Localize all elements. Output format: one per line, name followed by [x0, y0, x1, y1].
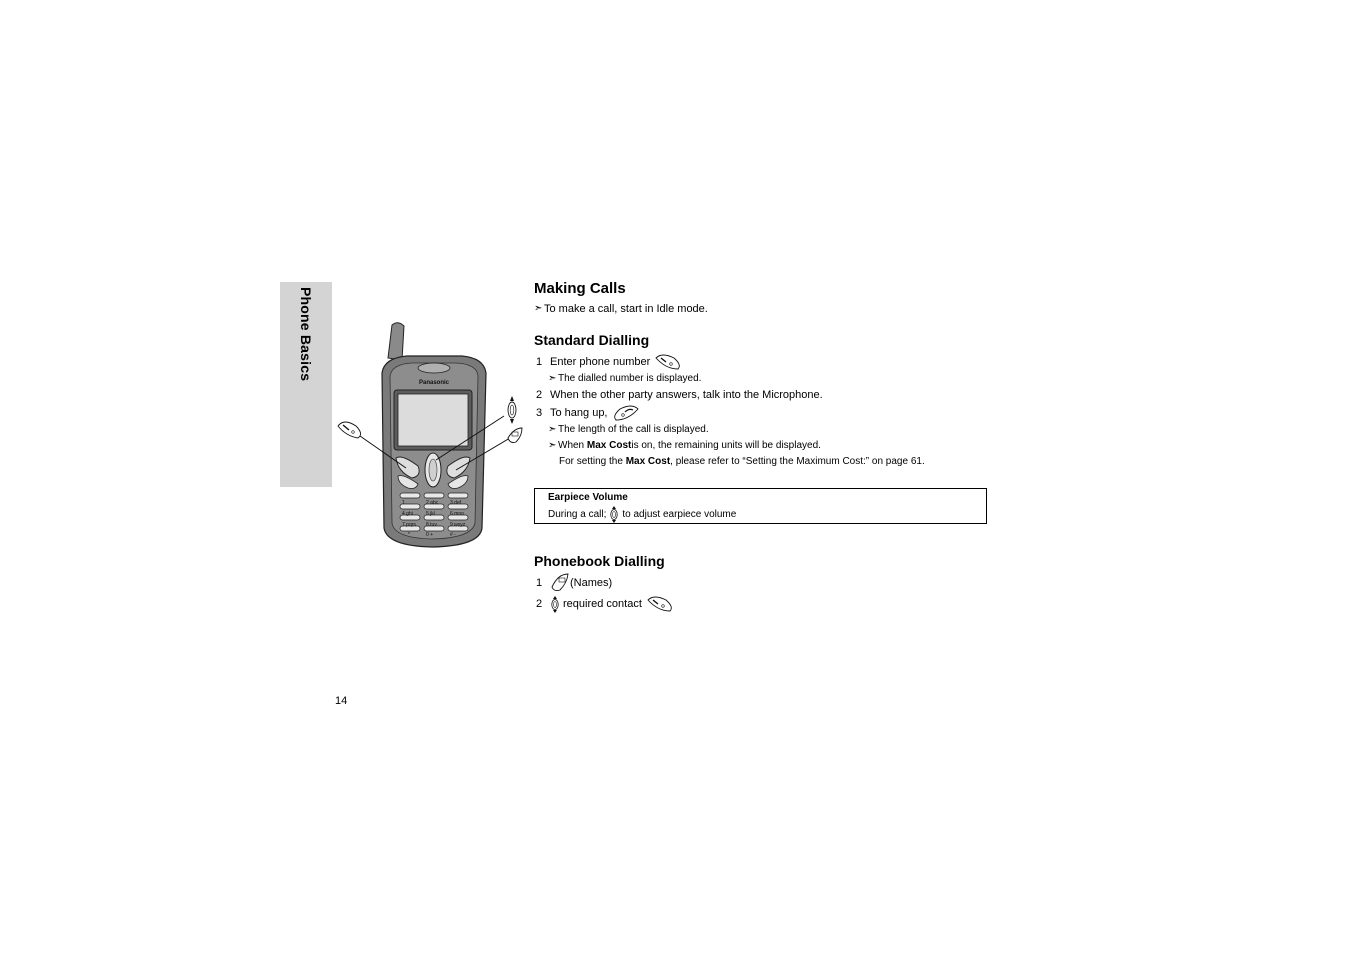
- arrow-icon: ➣: [548, 440, 557, 451]
- side-tab-label: Phone Basics: [298, 287, 314, 382]
- svg-text:8 tuv: 8 tuv: [426, 522, 437, 528]
- send-key-icon: [654, 353, 682, 371]
- svg-text:*: *: [408, 532, 410, 538]
- svg-text:3 def: 3 def: [450, 500, 462, 506]
- send-key-icon: [646, 595, 674, 613]
- earpiece-volume-title: Earpiece Volume: [548, 492, 628, 503]
- svg-text:1: 1: [402, 500, 405, 506]
- svg-text:# -: # -: [450, 532, 456, 538]
- intro-text: To make a call, start in Idle mode.: [544, 303, 708, 315]
- phonebook-section: [534, 552, 994, 613]
- phonebook-step-2: 2 required contact: [534, 595, 994, 613]
- standard-step-3-note-2: ➣ When Max Cost is on, the remaining units will be displayed.: [534, 438, 994, 454]
- standard-step-1-note: ➣ The dialled number is displayed.: [534, 371, 994, 387]
- page-number: 14: [335, 695, 348, 707]
- arrow-icon: ➣: [534, 303, 543, 314]
- standard-step-3-note-3: For setting the Max Cost , please refer to “Setting the Maximum Cost:” on page 61.: [559, 456, 925, 467]
- arrow-icon: ➣: [548, 424, 557, 435]
- callout-phonebook-key-icon: [508, 428, 522, 443]
- navigation-key-icon: [550, 596, 560, 613]
- phonebook-step-1: 1 (Names): [534, 573, 994, 593]
- standard-step-2: 2 When the other party answers, talk into the Microphone.: [536, 389, 823, 401]
- earpiece-volume-box: [534, 488, 987, 524]
- navigation-key-icon: [609, 506, 619, 523]
- svg-text:5 jkl: 5 jkl: [426, 511, 435, 517]
- phone-illustration: [332, 318, 532, 553]
- phonebook-softkey-icon: [550, 573, 570, 593]
- svg-text:4 ghi: 4 ghi: [402, 511, 413, 517]
- standard-step-3: 3 To hang up,: [534, 404, 994, 422]
- svg-text:6 mno: 6 mno: [450, 511, 464, 517]
- end-key-icon: [612, 404, 640, 422]
- callout-navigation-key-icon: [508, 396, 516, 424]
- phonebook-dialling-heading: Phonebook Dialling: [534, 553, 665, 569]
- svg-text:0 +: 0 +: [426, 532, 434, 538]
- svg-text:7 pqrs: 7 pqrs: [402, 522, 416, 528]
- standard-step-3-note-1: ➣ The length of the call is displayed.: [534, 422, 994, 438]
- callout-send-key-icon: [338, 422, 361, 438]
- main-content: [534, 279, 994, 470]
- arrow-icon: ➣: [548, 373, 557, 384]
- page-title: Making Calls: [534, 280, 626, 297]
- earpiece-volume-text: During a call; to adjust earpiece volume: [548, 506, 736, 523]
- standard-step-1: 1 Enter phone number: [534, 353, 994, 371]
- svg-text:9 wxyz: 9 wxyz: [450, 522, 466, 528]
- phone-brand: Panasonic: [418, 380, 450, 386]
- svg-text:2 abc: 2 abc: [426, 500, 439, 506]
- standard-dialling-heading: Standard Dialling: [534, 332, 650, 348]
- intro-line: [534, 301, 994, 317]
